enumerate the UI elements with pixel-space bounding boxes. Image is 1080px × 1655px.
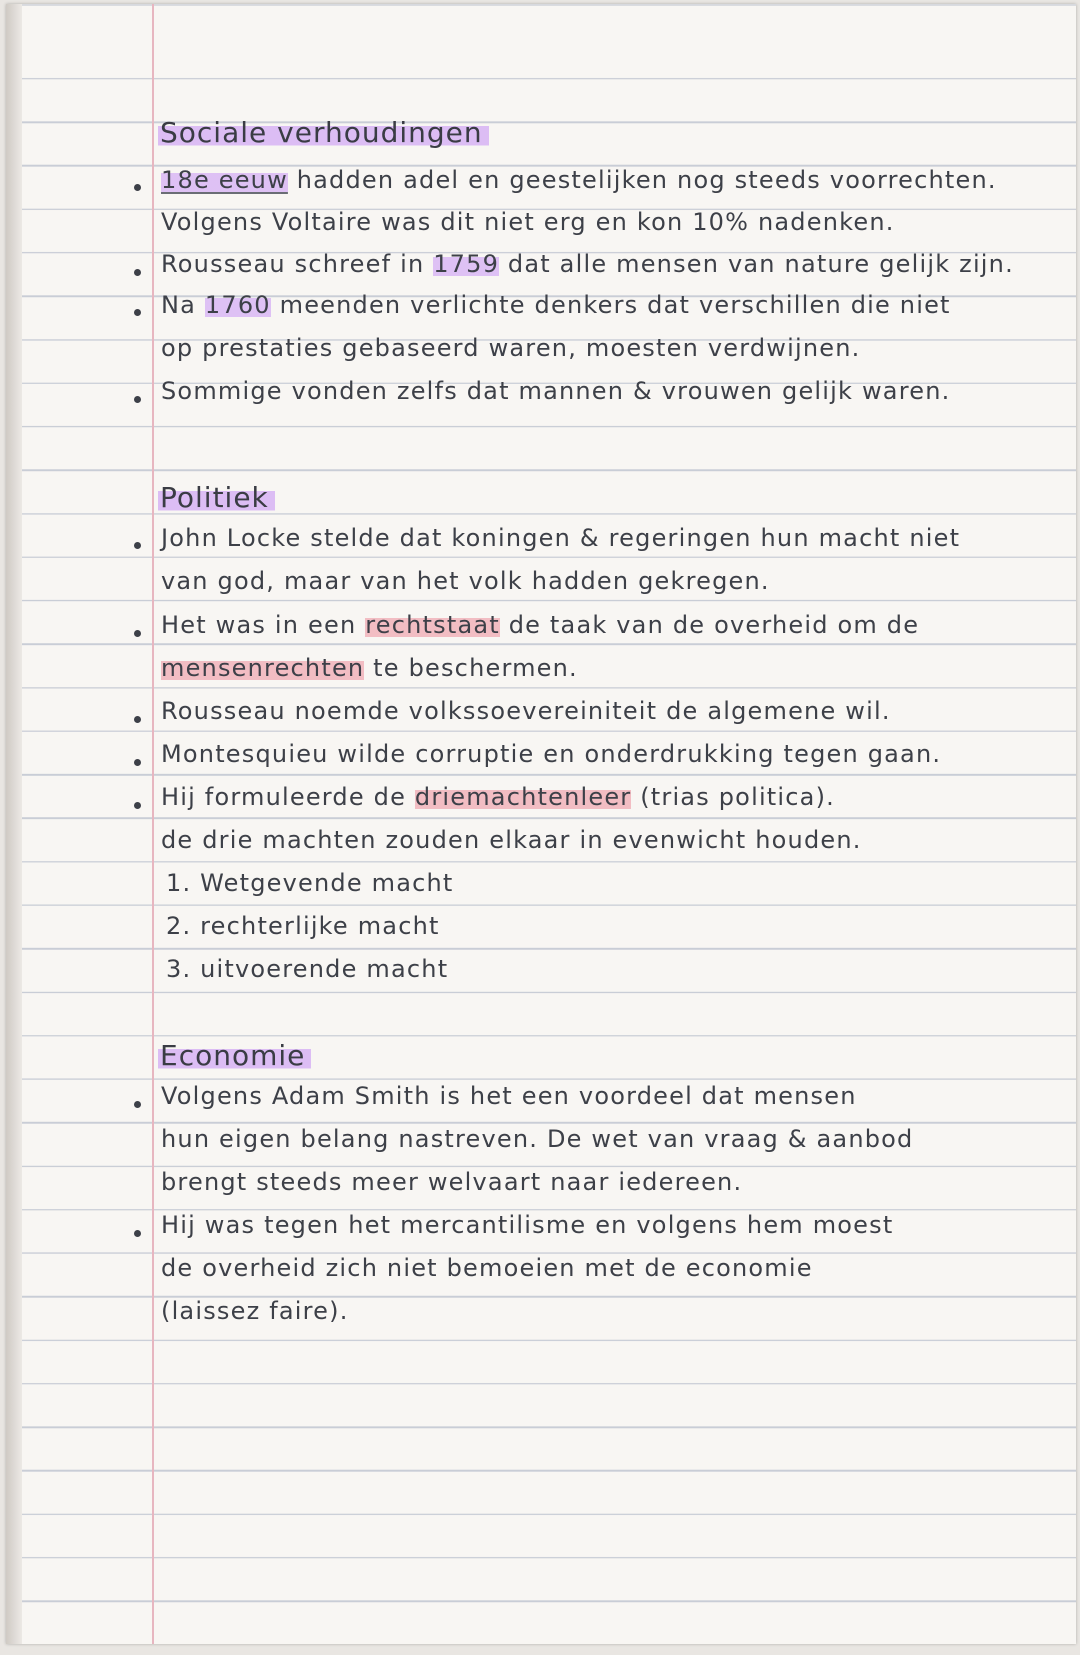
note-line: 18e eeuw hadden adel en geestelijken nog steeds voorrechten. [161,166,997,194]
bullet [134,309,141,316]
note-line: Rousseau noemde volkssoevereiniteit de algemene wil. [161,697,891,725]
note-line: Volgens Voltaire was dit niet erg en kon 10% nadenken. [161,208,895,236]
list-item: 3. uitvoerende macht [166,955,449,983]
heading-sociale-verhoudingen: Sociale verhoudingen [158,116,489,149]
note-line: Het was in een rechtstaat de taak van de overheid om de [161,611,920,639]
note-line: (laissez faire). [161,1297,349,1325]
page-binding [6,4,22,1644]
note-line: mensenrechten te beschermen. [161,654,578,682]
note-line: John Locke stelde dat koningen & regeringen hun macht niet [161,524,961,552]
bullet [134,759,141,766]
note-line: Sommige vonden zelfs dat mannen & vrouwen gelijk waren. [161,377,951,405]
highlight-18e-eeuw: 18e eeuw [161,166,288,194]
notebook-page [6,4,1076,1644]
highlight-rechtstaat: rechtstaat [365,611,500,639]
bullet [134,716,141,723]
list-item: 1. Wetgevende macht [166,869,454,897]
note-line: Na 1760 meenden verlichte denkers dat verschillen die niet [161,291,951,319]
note-line: op prestaties gebaseerd waren, moesten verdwijnen. [161,334,861,362]
highlight-1759: 1759 [433,250,500,278]
bullet [134,396,141,403]
note-line: de drie machten zouden elkaar in evenwicht houden. [161,826,862,854]
note-line: de overheid zich niet bemoeien met de economie [161,1254,813,1282]
note-line: Hij was tegen het mercantilisme en volgens hem moest [161,1211,894,1239]
note-line: Hij formuleerde de driemachtenleer (trias politica). [161,783,835,811]
highlight-mensenrechten: mensenrechten [161,654,365,682]
note-line: Rousseau schreef in 1759 dat alle mensen van nature gelijk zijn. [161,250,1014,278]
note-line: hun eigen belang nastreven. De wet van vraag & aanbod [161,1125,914,1153]
bullet [134,269,141,276]
bullet [134,1230,141,1237]
heading-economie: Economie [158,1039,311,1072]
highlight-driemachtenleer: driemachtenleer [414,783,632,811]
bullet [134,184,141,191]
note-line: van god, maar van het volk hadden gekregen. [161,567,770,595]
bullet [134,542,141,549]
heading-politiek: Politiek [158,481,275,514]
bullet [134,1101,141,1108]
note-line: brengt steeds meer welvaart naar iedereen. [161,1168,743,1196]
bullet [134,802,141,809]
highlight-1760: 1760 [204,291,271,319]
list-item: 2. rechterlijke macht [166,912,440,940]
margin-line [152,4,154,1644]
note-line: Volgens Adam Smith is het een voordeel dat mensen [161,1082,857,1110]
bullet [134,630,141,637]
note-line: Montesquieu wilde corruptie en onderdrukking tegen gaan. [161,740,942,768]
